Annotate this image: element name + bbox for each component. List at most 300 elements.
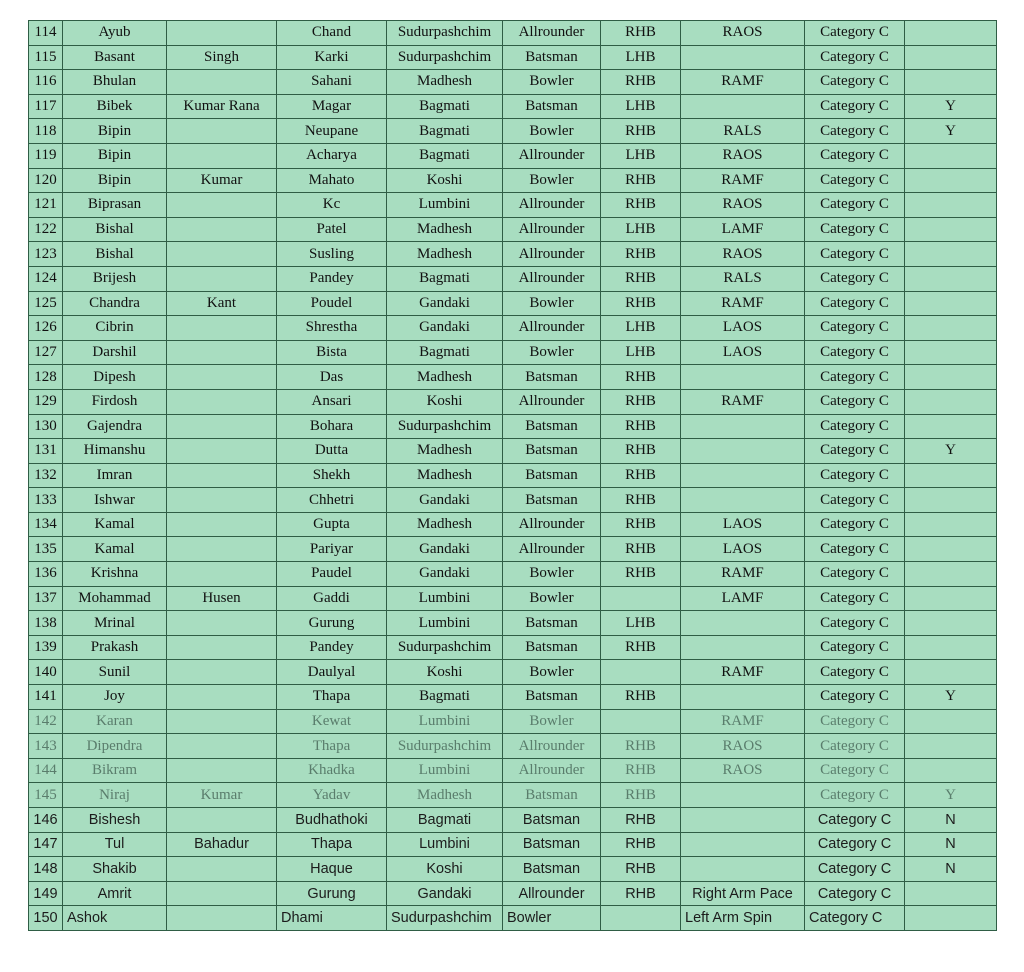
cell-first-name: Niraj [63,783,167,808]
cell-category: Category C [805,45,905,70]
cell-last-name: Dhami [277,906,387,931]
cell-batting-style: RHB [601,635,681,660]
cell-batting-style: RHB [601,414,681,439]
cell-batting-style: LHB [601,611,681,636]
cell-role: Allrounder [503,758,601,783]
cell-flag [905,70,997,95]
cell-last-name: Gurung [277,611,387,636]
cell-bowling-style: LAOS [681,316,805,341]
cell-bowling-style [681,857,805,882]
cell-bowling-style [681,611,805,636]
cell-bowling-style: RAMF [681,168,805,193]
cell-sn: 150 [29,906,63,931]
cell-last-name: Magar [277,94,387,119]
cell-first-name: Kamal [63,537,167,562]
cell-province: Sudurpashchim [387,734,503,759]
cell-last-name: Acharya [277,143,387,168]
cell-batting-style: RHB [601,832,681,857]
cell-flag [905,45,997,70]
cell-category: Category C [805,660,905,685]
cell-first-name: Ayub [63,21,167,46]
table-row[interactable] [29,537,997,562]
cell-flag [905,758,997,783]
table-row[interactable] [29,709,997,734]
cell-category: Category C [805,217,905,242]
cell-middle-name: Kant [167,291,277,316]
table-row[interactable] [29,168,997,193]
cell-batting-style: RHB [601,808,681,833]
cell-province: Sudurpashchim [387,21,503,46]
cell-category: Category C [805,906,905,931]
cell-first-name: Biprasan [63,193,167,218]
table-row[interactable] [29,758,997,783]
cell-province: Gandaki [387,562,503,587]
cell-province: Sudurpashchim [387,414,503,439]
cell-bowling-style: Left Arm Spin [681,906,805,931]
cell-bowling-style: RAMF [681,389,805,414]
cell-sn: 122 [29,217,63,242]
cell-first-name: Firdosh [63,389,167,414]
cell-province: Gandaki [387,291,503,316]
cell-flag [905,660,997,685]
cell-bowling-style [681,832,805,857]
cell-middle-name [167,21,277,46]
cell-role: Batsman [503,488,601,513]
cell-flag [905,316,997,341]
cell-batting-style: RHB [601,463,681,488]
cell-role: Batsman [503,808,601,833]
cell-bowling-style: RAOS [681,21,805,46]
cell-province: Lumbini [387,758,503,783]
table-row[interactable] [29,193,997,218]
cell-first-name: Bishesh [63,808,167,833]
table-row[interactable] [29,316,997,341]
cell-last-name: Poudel [277,291,387,316]
cell-role: Bowler [503,291,601,316]
table-row[interactable] [29,21,997,46]
cell-flag [905,143,997,168]
cell-flag: Y [905,94,997,119]
cell-category: Category C [805,316,905,341]
cell-province: Bagmati [387,685,503,710]
cell-middle-name [167,365,277,390]
cell-sn: 135 [29,537,63,562]
cell-role: Batsman [503,685,601,710]
cell-sn: 140 [29,660,63,685]
cell-sn: 147 [29,832,63,857]
cell-province: Lumbini [387,586,503,611]
table-row[interactable] [29,832,997,857]
cell-sn: 148 [29,857,63,882]
cell-category: Category C [805,685,905,710]
cell-role: Allrounder [503,316,601,341]
cell-flag [905,512,997,537]
cell-flag [905,635,997,660]
cell-province: Madhesh [387,217,503,242]
cell-role: Allrounder [503,266,601,291]
table-row[interactable] [29,266,997,291]
cell-last-name: Bohara [277,414,387,439]
cell-province: Gandaki [387,881,503,906]
cell-last-name: Budhathoki [277,808,387,833]
cell-batting-style: LHB [601,217,681,242]
table-row[interactable] [29,783,997,808]
cell-bowling-style: RAOS [681,734,805,759]
cell-flag [905,562,997,587]
table-row[interactable] [29,439,997,464]
cell-last-name: Patel [277,217,387,242]
cell-first-name: Ashok [63,906,167,931]
cell-role: Bowler [503,168,601,193]
table-row[interactable] [29,586,997,611]
cell-sn: 146 [29,808,63,833]
cell-category: Category C [805,340,905,365]
table-row[interactable] [29,119,997,144]
table-row[interactable] [29,365,997,390]
cell-province: Madhesh [387,439,503,464]
cell-role: Allrounder [503,143,601,168]
cell-province: Bagmati [387,266,503,291]
cell-batting-style: RHB [601,758,681,783]
cell-sn: 137 [29,586,63,611]
table-row[interactable] [29,611,997,636]
cell-flag [905,365,997,390]
table-body [29,21,997,931]
cell-role: Allrounder [503,734,601,759]
cell-last-name: Bista [277,340,387,365]
cell-province: Bagmati [387,143,503,168]
cell-flag: N [905,808,997,833]
table-row[interactable] [29,45,997,70]
table-row[interactable] [29,857,997,882]
cell-bowling-style: RAMF [681,70,805,95]
cell-first-name: Mohammad [63,586,167,611]
cell-first-name: Prakash [63,635,167,660]
cell-middle-name [167,242,277,267]
cell-flag [905,291,997,316]
cell-bowling-style [681,439,805,464]
cell-sn: 117 [29,94,63,119]
cell-batting-style: RHB [601,685,681,710]
cell-role: Batsman [503,635,601,660]
cell-category: Category C [805,611,905,636]
cell-role: Batsman [503,832,601,857]
cell-category: Category C [805,808,905,833]
cell-last-name: Chhetri [277,488,387,513]
cell-batting-style: RHB [601,119,681,144]
cell-first-name: Bipin [63,143,167,168]
cell-last-name: Susling [277,242,387,267]
cell-flag [905,463,997,488]
cell-role: Bowler [503,660,601,685]
cell-province: Madhesh [387,783,503,808]
cell-first-name: Bishal [63,242,167,267]
cell-bowling-style: LAOS [681,512,805,537]
table-row[interactable] [29,881,997,906]
cell-province: Lumbini [387,611,503,636]
cell-province: Lumbini [387,832,503,857]
cell-bowling-style: RAMF [681,709,805,734]
cell-sn: 145 [29,783,63,808]
table-row[interactable] [29,512,997,537]
cell-category: Category C [805,463,905,488]
cell-first-name: Bibek [63,94,167,119]
cell-category: Category C [805,832,905,857]
cell-bowling-style: RAOS [681,242,805,267]
cell-bowling-style [681,685,805,710]
cell-category: Category C [805,439,905,464]
cell-batting-style: RHB [601,266,681,291]
cell-first-name: Amrit [63,881,167,906]
cell-bowling-style [681,45,805,70]
cell-first-name: Basant [63,45,167,70]
cell-category: Category C [805,881,905,906]
cell-bowling-style [681,463,805,488]
cell-middle-name [167,758,277,783]
cell-role: Allrounder [503,537,601,562]
cell-first-name: Himanshu [63,439,167,464]
cell-flag [905,21,997,46]
cell-role: Batsman [503,365,601,390]
cell-role: Allrounder [503,21,601,46]
cell-flag [905,266,997,291]
cell-last-name: Daulyal [277,660,387,685]
cell-flag [905,611,997,636]
cell-province: Madhesh [387,70,503,95]
cell-category: Category C [805,266,905,291]
cell-last-name: Haque [277,857,387,882]
cell-bowling-style [681,488,805,513]
cell-role: Allrounder [503,389,601,414]
cell-first-name: Bipin [63,119,167,144]
cell-province: Sudurpashchim [387,906,503,931]
cell-middle-name [167,119,277,144]
cell-middle-name [167,808,277,833]
cell-flag: Y [905,439,997,464]
cell-batting-style [601,906,681,931]
cell-first-name: Brijesh [63,266,167,291]
cell-middle-name: Kumar [167,168,277,193]
cell-middle-name [167,70,277,95]
cell-middle-name: Kumar [167,783,277,808]
cell-batting-style: RHB [601,193,681,218]
table-row[interactable] [29,70,997,95]
cell-sn: 143 [29,734,63,759]
cell-batting-style: RHB [601,881,681,906]
cell-sn: 144 [29,758,63,783]
cell-batting-style: RHB [601,70,681,95]
cell-bowling-style: RAOS [681,193,805,218]
cell-batting-style: RHB [601,291,681,316]
cell-role: Batsman [503,611,601,636]
cell-bowling-style: Right Arm Pace [681,881,805,906]
cell-role: Batsman [503,45,601,70]
table-row[interactable] [29,217,997,242]
cell-bowling-style: RAOS [681,143,805,168]
table-row[interactable] [29,340,997,365]
cell-middle-name [167,611,277,636]
cell-last-name: Pandey [277,635,387,660]
cell-category: Category C [805,365,905,390]
cell-category: Category C [805,635,905,660]
cell-first-name: Bipin [63,168,167,193]
cell-flag: Y [905,783,997,808]
cell-last-name: Ansari [277,389,387,414]
cell-first-name: Joy [63,685,167,710]
cell-last-name: Pandey [277,266,387,291]
cell-last-name: Chand [277,21,387,46]
cell-batting-style: RHB [601,857,681,882]
cell-batting-style: LHB [601,316,681,341]
cell-flag: N [905,857,997,882]
cell-batting-style: RHB [601,439,681,464]
cell-first-name: Cibrin [63,316,167,341]
cell-role: Batsman [503,439,601,464]
cell-category: Category C [805,193,905,218]
cell-role: Batsman [503,414,601,439]
cell-bowling-style: LAMF [681,217,805,242]
cell-flag [905,488,997,513]
cell-sn: 125 [29,291,63,316]
cell-role: Allrounder [503,217,601,242]
cell-category: Category C [805,734,905,759]
cell-category: Category C [805,758,905,783]
cell-first-name: Dipesh [63,365,167,390]
cell-province: Bagmati [387,808,503,833]
cell-role: Bowler [503,340,601,365]
table-row[interactable] [29,94,997,119]
cell-batting-style: RHB [601,783,681,808]
cell-batting-style [601,660,681,685]
cell-last-name: Sahani [277,70,387,95]
cell-batting-style: LHB [601,94,681,119]
cell-first-name: Mrinal [63,611,167,636]
cell-role: Batsman [503,463,601,488]
cell-batting-style: RHB [601,562,681,587]
cell-batting-style [601,709,681,734]
cell-role: Allrounder [503,193,601,218]
cell-middle-name [167,266,277,291]
cell-last-name: Paudel [277,562,387,587]
cell-bowling-style [681,635,805,660]
cell-sn: 126 [29,316,63,341]
cell-batting-style: RHB [601,365,681,390]
cell-flag [905,217,997,242]
cell-flag: Y [905,685,997,710]
cell-role: Batsman [503,857,601,882]
cell-sn: 134 [29,512,63,537]
cell-category: Category C [805,291,905,316]
table-row[interactable] [29,660,997,685]
cell-sn: 123 [29,242,63,267]
cell-sn: 130 [29,414,63,439]
cell-sn: 119 [29,143,63,168]
cell-flag [905,709,997,734]
cell-last-name: Mahato [277,168,387,193]
table-row[interactable] [29,143,997,168]
cell-batting-style [601,586,681,611]
cell-bowling-style [681,365,805,390]
table-row[interactable] [29,488,997,513]
cell-flag [905,537,997,562]
cell-sn: 118 [29,119,63,144]
cell-bowling-style [681,414,805,439]
table-row[interactable] [29,685,997,710]
cell-flag [905,340,997,365]
table-row[interactable] [29,291,997,316]
cell-batting-style: LHB [601,340,681,365]
table-row[interactable] [29,635,997,660]
cell-province: Lumbini [387,193,503,218]
cell-first-name: Imran [63,463,167,488]
cell-last-name: Karki [277,45,387,70]
cell-role: Bowler [503,119,601,144]
cell-last-name: Yadav [277,783,387,808]
cell-sn: 131 [29,439,63,464]
cell-flag [905,906,997,931]
cell-category: Category C [805,143,905,168]
cell-batting-style: RHB [601,512,681,537]
cell-sn: 132 [29,463,63,488]
cell-last-name: Neupane [277,119,387,144]
cell-category: Category C [805,512,905,537]
table-row[interactable] [29,562,997,587]
cell-bowling-style [681,783,805,808]
cell-province: Koshi [387,389,503,414]
table-row[interactable] [29,906,997,931]
cell-sn: 129 [29,389,63,414]
cell-sn: 116 [29,70,63,95]
table-row[interactable] [29,389,997,414]
cell-middle-name [167,340,277,365]
cell-province: Bagmati [387,119,503,144]
cell-flag [905,586,997,611]
cell-sn: 121 [29,193,63,218]
table-row[interactable] [29,414,997,439]
cell-first-name: Kamal [63,512,167,537]
cell-last-name: Thapa [277,734,387,759]
table-row[interactable] [29,734,997,759]
cell-category: Category C [805,168,905,193]
table-row[interactable] [29,242,997,267]
cell-sn: 136 [29,562,63,587]
cell-province: Sudurpashchim [387,635,503,660]
cell-sn: 138 [29,611,63,636]
cell-province: Bagmati [387,340,503,365]
cell-batting-style: LHB [601,143,681,168]
cell-role: Allrounder [503,512,601,537]
cell-bowling-style: RAMF [681,291,805,316]
cell-last-name: Thapa [277,832,387,857]
cell-first-name: Bhulan [63,70,167,95]
cell-category: Category C [805,21,905,46]
table-row[interactable] [29,808,997,833]
cell-middle-name [167,906,277,931]
table-row[interactable] [29,463,997,488]
cell-middle-name: Singh [167,45,277,70]
cell-category: Category C [805,488,905,513]
cell-middle-name [167,635,277,660]
cell-flag: N [905,832,997,857]
cell-bowling-style: RALS [681,119,805,144]
cell-bowling-style: LAOS [681,340,805,365]
cell-province: Gandaki [387,537,503,562]
cell-province: Madhesh [387,512,503,537]
cell-middle-name [167,709,277,734]
cell-middle-name [167,488,277,513]
cell-category: Category C [805,94,905,119]
cell-role: Bowler [503,562,601,587]
